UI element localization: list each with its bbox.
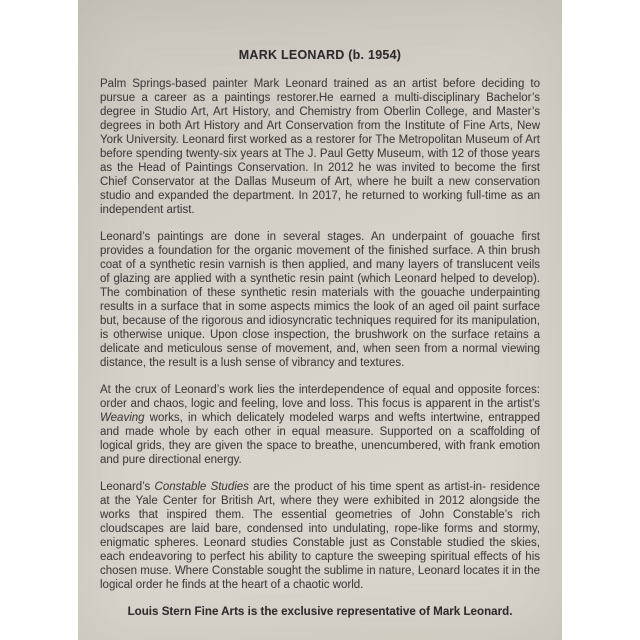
paragraph-weaving bbox=[100, 383, 540, 467]
series-title-weaving: Weaving bbox=[100, 412, 145, 424]
document-page bbox=[78, 0, 562, 640]
paragraph-segment: At the crux of Leonard’s work lies the interdependence of equal and opposite forces: order and chaos, logic and feeling, love and loss. This focus is apparent in the artist’s bbox=[100, 384, 540, 410]
paragraph-segment: Leonard’s bbox=[100, 481, 155, 493]
footer-note: Louis Stern Fine Arts is the exclusive representative of Mark Leonard. bbox=[127, 605, 513, 618]
paragraph-segment: works, in which delicately modeled warps and wefts intertwine, entrapped and made whole by each other in equal measure. Supported on a scaffolding of logical grids, they are given the space to breathe, unencumbered, with frank emotion and pure directional energy. bbox=[100, 412, 540, 466]
paragraph-technique: Leonard’s paintings are done in several stages. An underpaint of gouache first provides a foundation for the organic movement of the finished surface. A thin brush coat of a synthetic resin varnish is then applied, and many layers of translucent veils of glazing are applied with a synthetic resin paint (which Leonard helped to develop). The combination of these synthetic resin materials with the gouache underpainting results in a surface that in some aspects mimics the look of an aged oil paint surface but, because of the rigorous and idiosyncratic techniques required for its manipulation, is otherwise unique. Upon close inspection, the brushwork on the surface retains a delicate and meticulous sense of movement, and, when seen from a normal viewing distance, the result is a lush sense of vibrancy and textures. bbox=[100, 231, 540, 369]
series-title-constable-studies: Constable Studies bbox=[154, 481, 249, 493]
paragraph-segment: are the product of his time spent as artist-in- residence at the Yale Center for British Art, where they were exhibited in 2012 alongside the works that inspired them. The essential geometries of John Constable’s rich cloudscapes are laid bare, condensed into undulating, rope-like forms and stormy, enigmatic spheres. Leonard studies Constable just as Constable studied the skies, each endeavoring to perfect his ability to capture the sweeping spiritual effects of his chosen muse. Where Constable sought the sublime in nature, Leonard locates it in the logical order he finds at the heart of a chaotic world. bbox=[100, 481, 540, 591]
paragraph-biography: Palm Springs-based painter Mark Leonard trained as an artist before deciding to pursue a career as a paintings restorer.He earned a multi-disciplinary Bachelor’s degree in Studio Art, Art History, and Chemistry from Oberlin College, and Master’s degrees in both Art History and Art Conservation from the Institute of Fine Arts, New York University. Leonard first worked as a restorer for The Metropolitan Museum of Art before spending twenty-six years at The J. Paul Getty Museum, with 12 of those years as the Head of Paintings Conservation. In 2012 he was invited to become the first Chief Conservator at the Dallas Museum of Art, where he built a new conservation studio and expanded the department. In 2017, he returned to working full-time as an independent artist. bbox=[100, 78, 540, 216]
paragraph-constable-studies bbox=[100, 480, 540, 592]
document-title: MARK LEONARD (b. 1954) bbox=[238, 48, 402, 62]
